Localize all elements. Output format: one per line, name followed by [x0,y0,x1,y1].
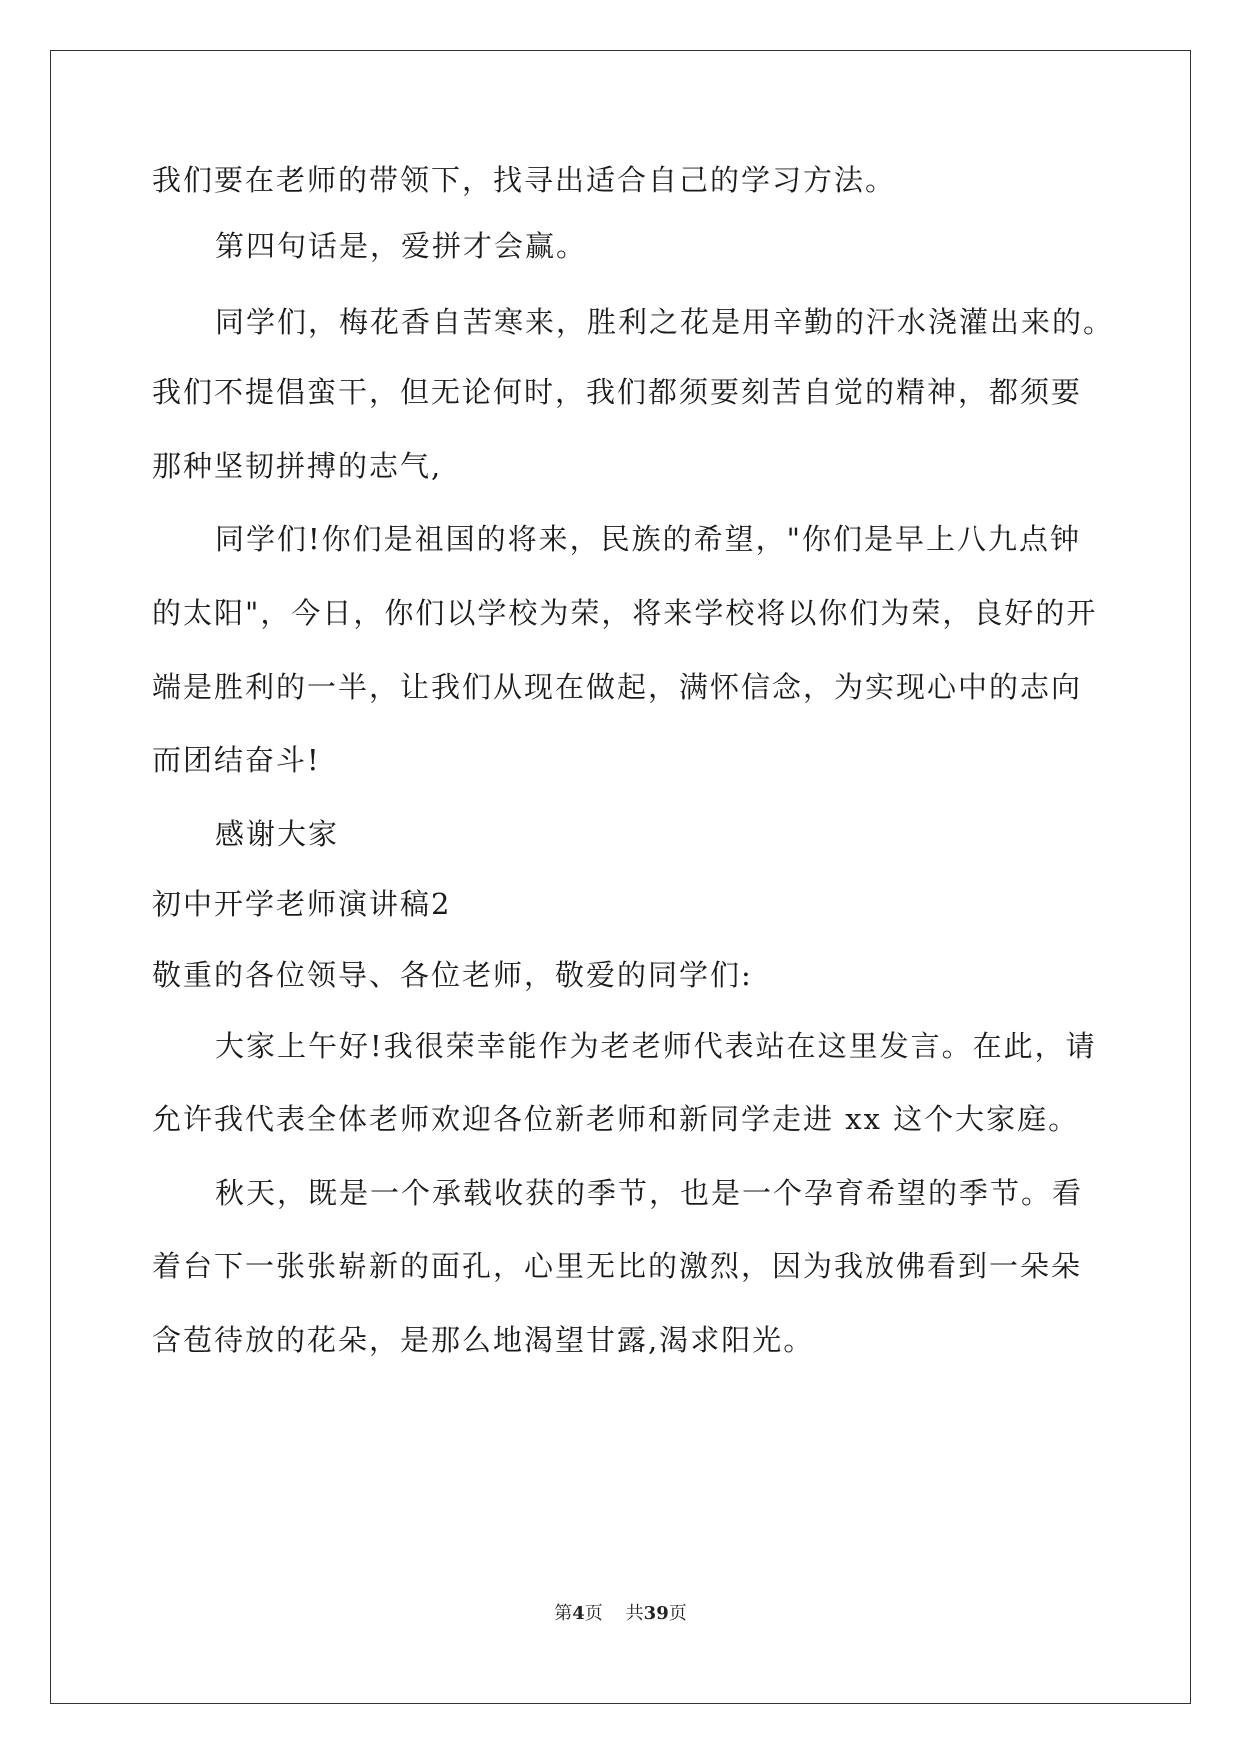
page-number: 4 [572,1603,585,1624]
salutation: 敬重的各位领导、各位老师，敬爱的同学们: [152,958,753,992]
total-prefix: 共 [625,1603,644,1624]
page-suffix: 页 [584,1603,603,1624]
text-line: 我们要在老师的带领下，找寻出适合自己的学习方法。 [152,163,897,197]
text-line: 允许我代表全体老师欢迎各位新老师和新同学走进 xx 这个大家庭。 [152,1102,1080,1136]
text-line: 的太阳"，今日，你们以学校为荣，将来学校将以你们为荣，良好的开 [152,596,1098,630]
text-line: 而团结奋斗! [152,743,321,777]
total-pages: 39 [643,1603,669,1624]
text-line: 第四句话是，爱拼才会赢。 [215,229,588,263]
text-line: 感谢大家 [215,817,340,851]
text-line: 着台下一张张崭新的面孔，心里无比的激烈，因为我放佛看到一朵朵 [152,1249,1083,1283]
text-line: 同学们，梅花香自苦寒来，胜利之花是用辛勤的汗水浇灌出来的。 [215,305,1115,339]
text-line: 大家上午好!我很荣幸能作为老老师代表站在这里发言。在此，请 [215,1029,1097,1063]
text-line: 我们不提倡蛮干，但无论何时，我们都须要刻苦自觉的精神，都须要 [152,375,1083,409]
section-heading: 初中开学老师演讲稿2 [152,887,452,921]
text-line: 那种坚韧拼搏的志气, [152,449,443,483]
page-prefix: 第 [554,1603,573,1624]
total-suffix: 页 [668,1603,687,1624]
text-line: 含苞待放的花朵，是那么地渴望甘露,渴求阳光。 [152,1323,815,1357]
page-footer [0,1602,1241,1626]
text-line: 同学们!你们是祖国的将来，民族的希望，"你们是早上八九点钟 [215,522,1081,556]
text-line: 端是胜利的一半，让我们从现在做起，满怀信念，为实现心中的志向 [152,670,1083,704]
text-line: 秋天，既是一个承载收获的季节，也是一个孕育希望的季节。看 [215,1176,1084,1210]
page-border [50,50,1191,1704]
